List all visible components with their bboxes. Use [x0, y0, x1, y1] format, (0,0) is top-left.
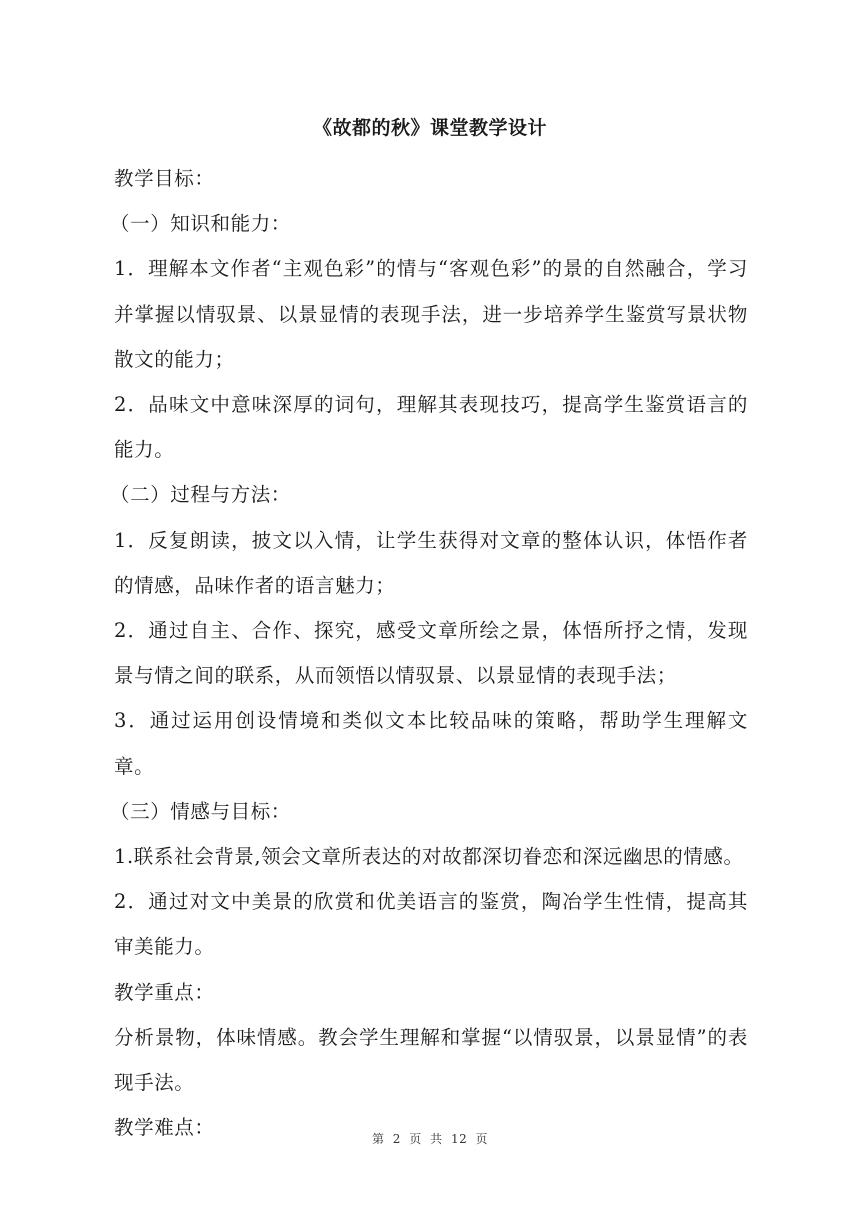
document-body [110, 156, 748, 1150]
paragraph-key-points-heading: 教学重点： [114, 980, 215, 1004]
footer-page-word: 页 [409, 1132, 422, 1146]
paragraph-emotion-item-2: 2．通过对文中美景的欣赏和优美语言的鉴赏，陶冶学生性情，提高其审美能力。 [114, 890, 748, 959]
paragraph-process-item-2: 2．通过自主、合作、探究，感受文章所绘之景，体悟所抒之情，发现景与情之间的联系，从而领悟以情驭景、以景显情的表现手法； [114, 619, 748, 688]
page-footer [0, 1130, 860, 1148]
paragraph-difficulties-heading: 教学难点： [114, 1116, 215, 1140]
paragraph-process-method-heading: （二）过程与方法： [110, 483, 291, 507]
paragraph-process-item-1: 1．反复朗读，披文以入情，让学生获得对文章的整体认识，体悟作者的情感，品味作者的语言魅力； [114, 528, 748, 597]
footer-prefix: 第 [371, 1132, 385, 1146]
paragraph-emotion-item-1: 1.联系社会背景,领会文章所表达的对故都深切眷恋和深远幽思的情感。 [114, 845, 744, 869]
paragraph-knowledge-item-1: 1．理解本文作者“主观色彩”的情与“客观色彩”的景的自然融合，学习并掌握以情驭景、以景显情的表现手法，进一步培养学生鉴赏写景状物散文的能力； [114, 257, 748, 371]
paragraph-teaching-goals-heading: 教学目标： [114, 167, 215, 190]
footer-total-pages: 12 [450, 1132, 468, 1146]
paragraph-process-item-3: 3．通过运用创设情境和类似文本比较品味的策略，帮助学生理解文章。 [114, 709, 748, 778]
footer-current-page: 2 [392, 1132, 401, 1146]
document-title: 《故都的秋》课堂教学设计 [312, 117, 547, 139]
footer-total-word: 共 [430, 1132, 443, 1146]
paragraph-knowledge-item-2: 2．品味文中意味深厚的词句，理解其表现技巧，提高学生鉴赏语言的能力。 [114, 393, 748, 462]
paragraph-knowledge-ability-heading: （一）知识和能力： [110, 212, 291, 236]
paragraph-emotion-goal-heading: （三）情感与目标： [110, 799, 291, 823]
paragraph-key-points-body: 分析景物，体味情感。教会学生理解和掌握“以情驭景，以景显情”的表现手法。 [114, 1025, 748, 1095]
footer-suffix: 页 [475, 1132, 489, 1146]
